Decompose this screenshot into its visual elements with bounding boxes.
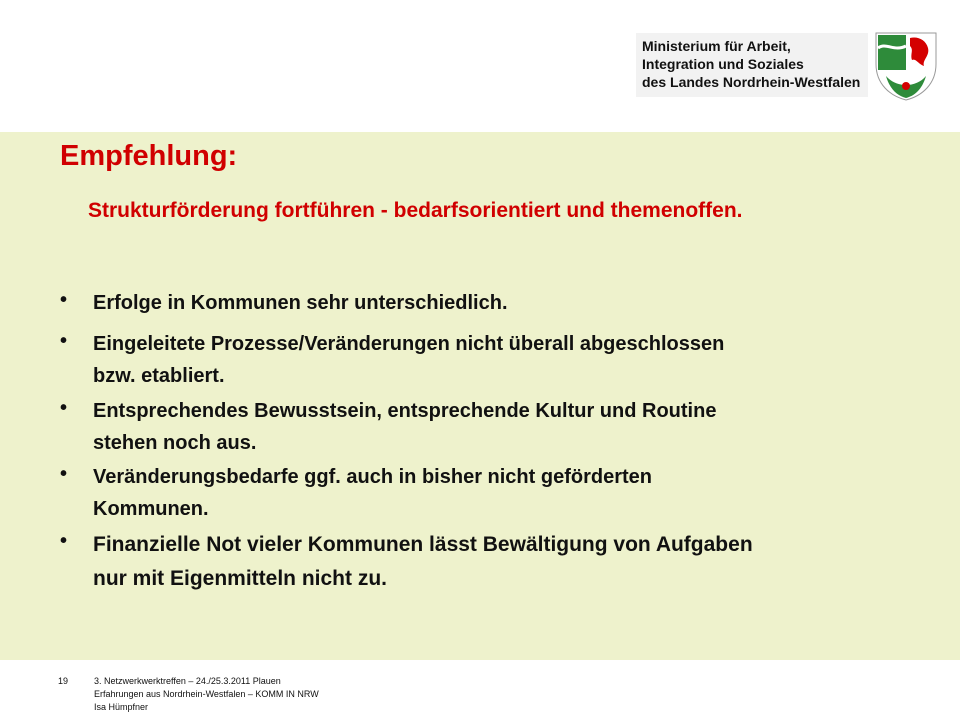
ministry-name-line-3: des Landes Nordrhein-Westfalen xyxy=(642,74,861,90)
bullet-text xyxy=(93,287,913,319)
bullet-line: Kommunen. xyxy=(93,498,209,520)
bullet-marker: • xyxy=(60,330,68,352)
footer-event-line: 3. Netzwerkwerktreffen – 24./25.3.2011 Plauen xyxy=(94,676,281,686)
ministry-name-line-1: Ministerium für Arbeit, xyxy=(642,38,791,54)
bullet-line: Eingeleitete Prozesse/Veränderungen nicht überall abgeschlossen xyxy=(93,333,725,355)
footer-author-line: Isa Hümpfner xyxy=(94,702,149,712)
bullet-line: Veränderungsbedarfe ggf. auch in bisher nicht geförderten xyxy=(93,466,652,488)
bullet-text xyxy=(93,528,913,596)
bullet-marker: • xyxy=(60,463,68,485)
slide-title: Empfehlung: xyxy=(60,140,238,172)
bullet-line: bzw. etabliert. xyxy=(93,365,225,387)
ministry-name-line-2: Integration und Soziales xyxy=(642,56,804,72)
bullet-text xyxy=(93,461,913,525)
bullet-line: stehen noch aus. xyxy=(93,432,257,454)
bullet-text xyxy=(93,328,913,392)
footer-topic-line: Erfahrungen aus Nordrhein-Westfalen – KOMM IN NRW xyxy=(94,689,319,699)
bullet-marker: • xyxy=(60,530,68,552)
nrw-coat-of-arms-icon xyxy=(872,30,940,102)
bullet-marker: • xyxy=(60,397,68,419)
bullet-text xyxy=(93,395,913,459)
slide-subtitle: Strukturförderung fortführen - bedarfsorientiert und themenoffen. xyxy=(88,199,743,222)
bullet-marker: • xyxy=(60,289,68,311)
bullet-line: nur mit Eigenmitteln nicht zu. xyxy=(93,567,387,590)
ministry-logo xyxy=(636,33,868,97)
slide-header xyxy=(0,0,960,132)
bullet-line: Erfolge in Kommunen sehr unterschiedlich. xyxy=(93,292,508,314)
bullet-line: Finanzielle Not vieler Kommunen lässt Bewältigung von Aufgaben xyxy=(93,533,753,556)
bullet-line: Entsprechendes Bewusstsein, entsprechende Kultur und Routine xyxy=(93,400,717,422)
page-number: 19 xyxy=(58,676,69,686)
